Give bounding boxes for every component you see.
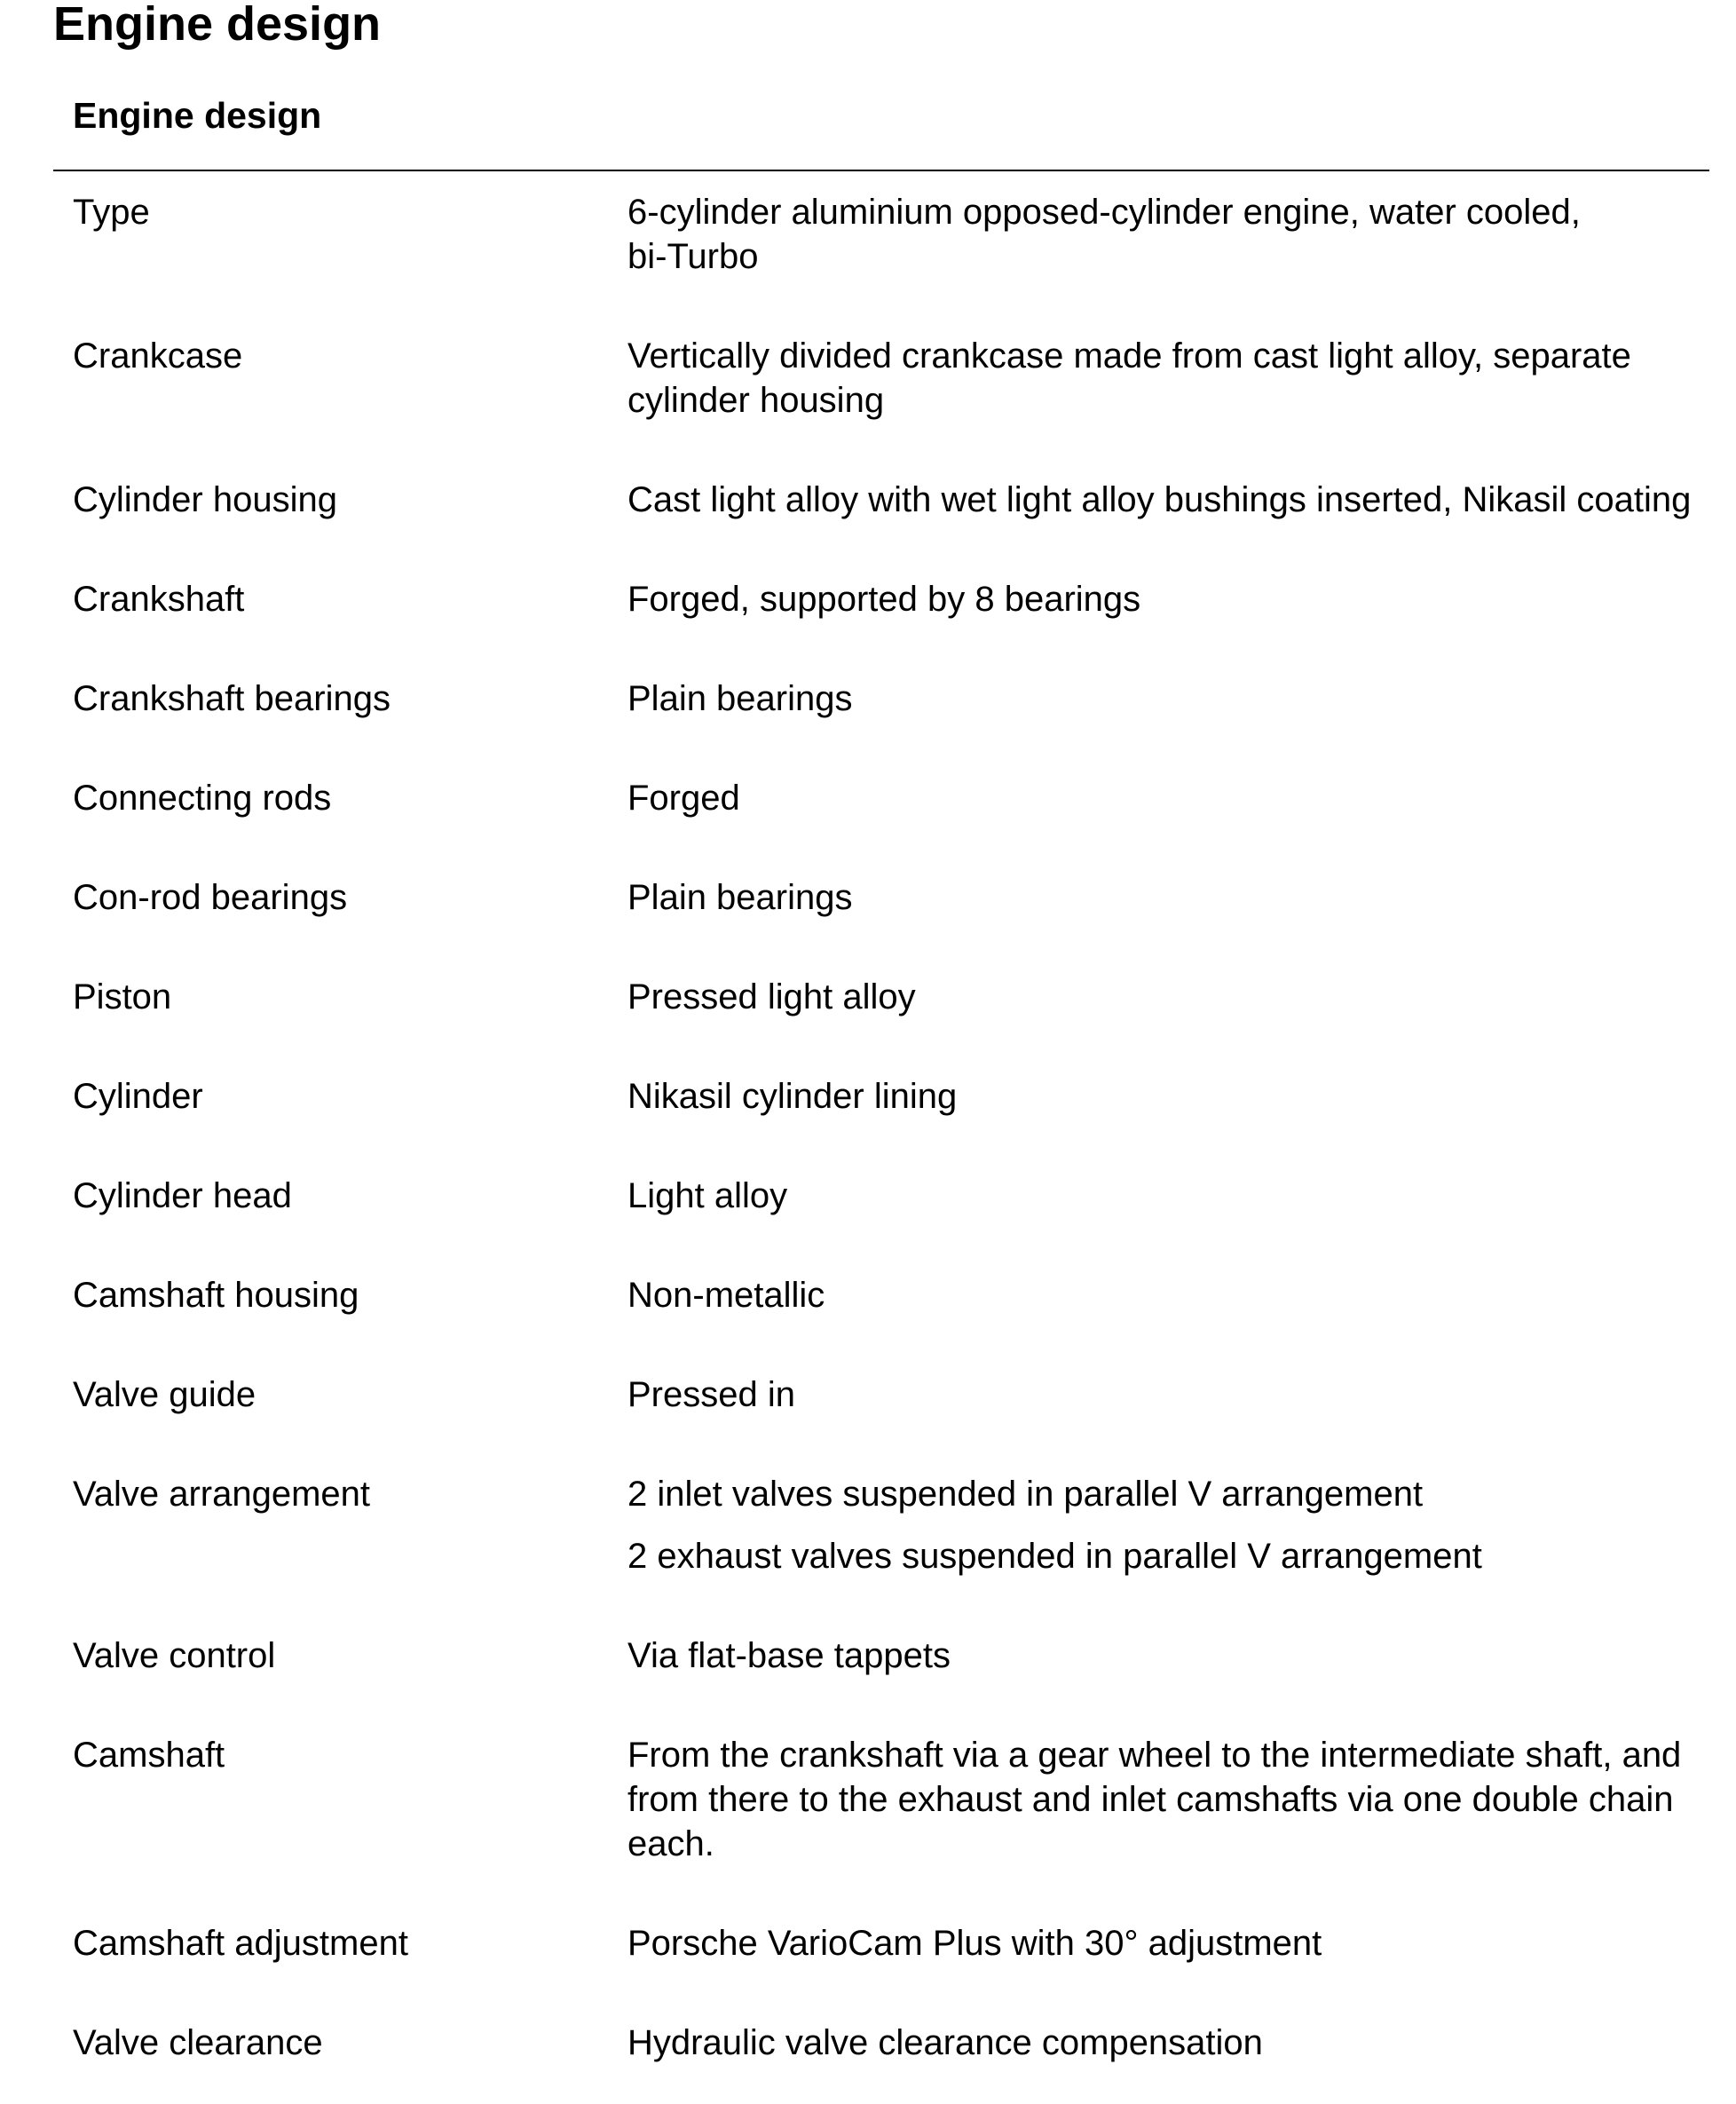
spec-value bbox=[627, 190, 1712, 279]
spec-value-line: Porsche VarioCam Plus with 30° adjustment bbox=[627, 1924, 1322, 1963]
spec-value bbox=[627, 1372, 1712, 1417]
spec-value-line: each. bbox=[627, 1824, 714, 1863]
spec-label: Con-rod bearings bbox=[73, 878, 348, 917]
spec-value bbox=[627, 1074, 1712, 1119]
spec-value bbox=[627, 875, 1712, 920]
spec-value bbox=[627, 2021, 1712, 2065]
spec-value-line: Via flat-base tappets bbox=[627, 1636, 951, 1675]
spec-label: Crankshaft bearings bbox=[73, 679, 391, 718]
spec-value bbox=[627, 577, 1712, 621]
spec-value-line: 6-cylinder aluminium opposed-cylinder engine, water cooled, bbox=[627, 193, 1581, 232]
spec-value bbox=[627, 676, 1712, 721]
spec-value bbox=[627, 1174, 1712, 1218]
spec-label: Camshaft bbox=[73, 1736, 225, 1775]
spec-value bbox=[627, 1921, 1712, 1966]
spec-value-line: Cast light alloy with wet light alloy bushings inserted, Nikasil coating bbox=[627, 480, 1692, 519]
spec-value-line: Vertically divided crankcase made from cast light alloy, separate bbox=[627, 336, 1631, 376]
spec-value-line: from there to the exhaust and inlet camshafts via one double chain bbox=[627, 1780, 1674, 1819]
spec-value bbox=[627, 776, 1712, 820]
spec-value bbox=[627, 1733, 1712, 1866]
spec-label: Valve guide bbox=[73, 1375, 256, 1414]
spec-value bbox=[627, 1273, 1712, 1317]
spec-value-line: Non-metallic bbox=[627, 1276, 825, 1315]
spec-label: Type bbox=[73, 193, 150, 232]
spec-value-line: Nikasil cylinder lining bbox=[627, 1077, 958, 1116]
spec-label: Cylinder head bbox=[73, 1176, 292, 1215]
page-title: Engine design bbox=[53, 0, 382, 51]
spec-value bbox=[627, 1633, 1712, 1678]
spec-label: Crankcase bbox=[73, 336, 243, 376]
spec-value-line: From the crankshaft via a gear wheel to the intermediate shaft, and bbox=[627, 1736, 1682, 1775]
spec-value-line: Plain bearings bbox=[627, 679, 853, 718]
spec-value-line: bi-Turbo bbox=[627, 237, 759, 276]
spec-label: Cylinder housing bbox=[73, 480, 337, 519]
spec-label: Camshaft housing bbox=[73, 1276, 359, 1315]
spec-value-line: Hydraulic valve clearance compensation bbox=[627, 2023, 1263, 2062]
spec-label: Camshaft adjustment bbox=[73, 1924, 408, 1963]
spec-value-line: cylinder housing bbox=[627, 381, 885, 420]
spec-value-line: Forged, supported by 8 bearings bbox=[627, 580, 1141, 619]
spec-label: Piston bbox=[73, 977, 172, 1016]
spec-value-line: Pressed light alloy bbox=[627, 977, 916, 1016]
spec-value-line: 2 exhaust valves suspended in parallel V arrangement bbox=[627, 1537, 1482, 1576]
spec-label: Valve control bbox=[73, 1636, 276, 1675]
spec-value bbox=[627, 478, 1712, 522]
table-caption: Engine design bbox=[73, 95, 322, 136]
spec-value-line: Pressed in bbox=[627, 1375, 795, 1414]
spec-value-line: Forged bbox=[627, 779, 740, 818]
spec-label: Valve arrangement bbox=[73, 1475, 370, 1514]
spec-value-line: Plain bearings bbox=[627, 878, 853, 917]
spec-label: Connecting rods bbox=[73, 779, 332, 818]
spec-value-line: Light alloy bbox=[627, 1176, 788, 1215]
spec-label: Crankshaft bbox=[73, 580, 245, 619]
spec-label: Cylinder bbox=[73, 1077, 203, 1116]
spec-value bbox=[627, 1472, 1712, 1578]
spec-value bbox=[627, 334, 1712, 423]
spec-value bbox=[627, 975, 1712, 1019]
spec-value-line: 2 inlet valves suspended in parallel V arrangement bbox=[627, 1475, 1424, 1514]
spec-label: Valve clearance bbox=[73, 2023, 323, 2062]
